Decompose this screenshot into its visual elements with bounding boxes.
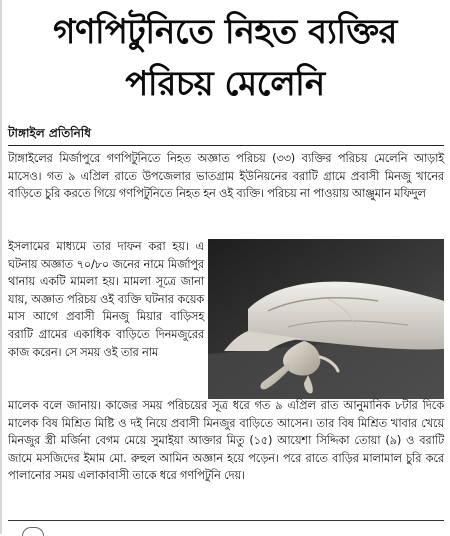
news-photo bbox=[208, 239, 444, 399]
byline-divider bbox=[8, 145, 444, 146]
headline-line-2: পরিচয় মেলেনি bbox=[125, 64, 325, 104]
shrouded-body-illustration bbox=[208, 239, 444, 399]
page-edge bbox=[0, 0, 2, 534]
byline: টাঙ্গাইল প্রতিনিধি bbox=[8, 126, 91, 140]
article-body-top: টাঙ্গাইলের মির্জাপুরে গণপিটুনিতে নিহত অজ্ঞাত পরিচয় (৩৩) ব্যক্তির পরিচয় মেলেনি আড়াই মাসেও। গত ৯ এপ্রিল রাতে উপজেলার ভাতগ্রাম ইউনিয়নের বরাটি গ্রামে প্রবাসী মিনজু খানের বাড়িতে চুরি করতে গিয়ে গণপিটুনিতে নিহত হন ওই ব্যক্তি। পরিচয় না পাওয়ায় আঞ্জুমান মফিদুল bbox=[8, 151, 444, 201]
article-body-left-column: ইসলামের মাধ্যমে তার দাফন করা হয়। এ ঘটনায় অজ্ঞাত ৭০/৮০ জনের নামে মির্জাপুর থানায় একটি মামলা হয়। মামলা সূত্রে জানা যায়, অজ্ঞাত পরিচয় ওই ব্যক্তি ঘটনার কয়েক মাস আগে প্রবাসী মিনজু মিয়ার বাড়িসহ বরাটি গ্রামের একাধিক বাড়িতে দিনমজুরের কাজ করেন। সে সময় ওই তার নাম bbox=[8, 239, 204, 359]
next-article-mark bbox=[22, 527, 44, 536]
headline-line-1: গণপিটুনিতে নিহত ব্যক্তির bbox=[53, 12, 397, 52]
headline bbox=[4, 6, 446, 110]
next-article-frame bbox=[8, 520, 444, 535]
article-body-bottom: মালেক বলে জানায়। কাজের সময় পরিচয়ের সূত্র ধরে গত ৯ এপ্রিল রাত আনুমানিক ৮টার দিকে মালেক বিষ মিশ্রিত মিষ্টি ও দই নিয়ে প্রবাসী মিনজুর বাড়িতে আসেন। তার বিষ মিশ্রিত খাবার খেয়ে মিনজুর স্ত্রী মর্জিনা বেগম মেয়ে সুমাইয়া আক্তার মিতু (১৫) আয়েশা সিদ্দিকা তোয়া (৯) ও বরাটি জামে মসজিদের ইমাম মো. রুহুল আমিন অজ্ঞান হয়ে পড়েন। পরে রাতে বাড়ির মালামাল চুরি করে পালানোর সময় এলাকাবাসী তাকে ধরে গণপিটুনি দেয়। bbox=[8, 398, 444, 483]
